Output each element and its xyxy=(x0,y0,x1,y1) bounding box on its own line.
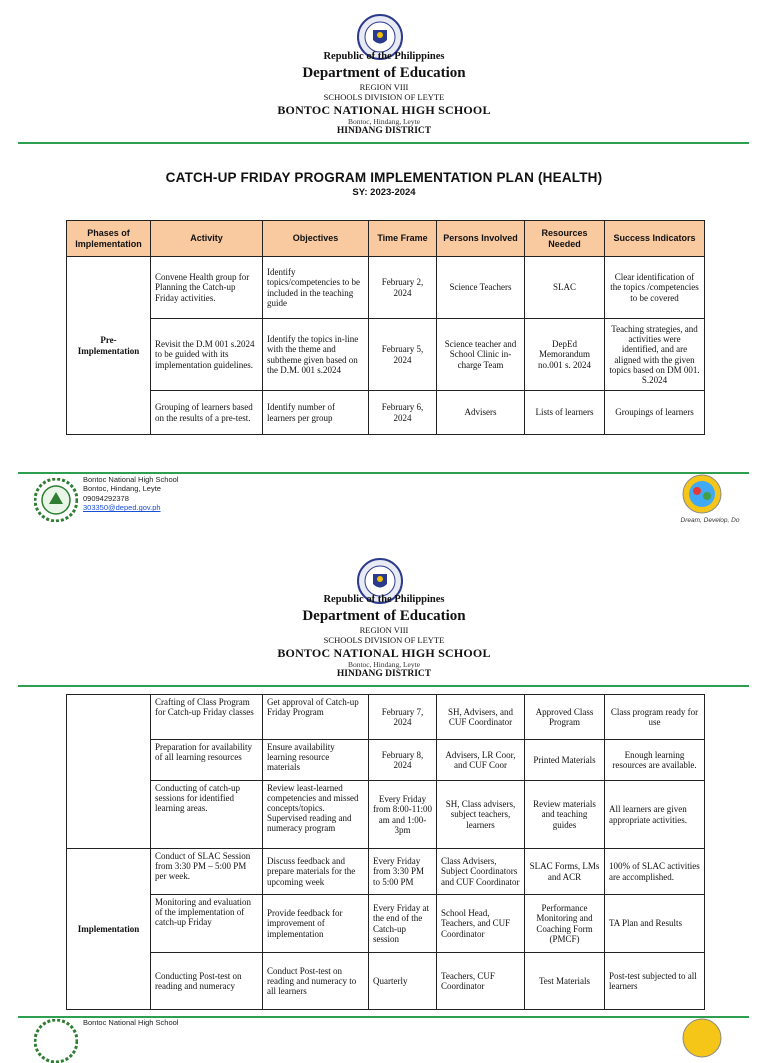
implementation-plan-table-page2 xyxy=(66,694,705,1010)
implementation-plan-table-page1 xyxy=(66,220,705,435)
footer-motto: Dream, Develop, Do xyxy=(680,517,740,524)
republic-label: Republic of the Philippines xyxy=(323,51,445,62)
resources-cell: Performance Monitoring and Coaching Form (PMCF) xyxy=(525,895,605,953)
table-row xyxy=(67,695,705,740)
header-resources: Resources Needed xyxy=(525,221,605,257)
table-row xyxy=(67,895,705,953)
region-label: REGION VIII xyxy=(359,624,409,635)
letterhead xyxy=(0,52,768,137)
resources-cell: Test Materials xyxy=(525,953,605,1010)
resources-cell: Printed Materials xyxy=(525,740,605,781)
department-label: Department of Education xyxy=(302,64,466,81)
header-objectives: Objectives xyxy=(263,221,369,257)
time-cell: February 7, 2024 xyxy=(369,695,437,740)
district-label: HINDANG DISTRICT xyxy=(336,126,432,136)
indicator-cell: Enough learning resources are available. xyxy=(605,740,705,781)
time-cell: February 2, 2024 xyxy=(369,257,437,319)
objective-cell: Identify the topics in-line with the theme and subtheme given based on the D.M. 001 s.2024 xyxy=(263,319,369,391)
republic-label: Republic of the Philippines xyxy=(323,594,445,605)
persons-cell: Class Advisers, Subject Coordinators and CUF Coordinator xyxy=(437,849,525,895)
school-logo-icon xyxy=(34,1019,78,1063)
footer-school: Bontoc National High School xyxy=(83,475,179,484)
district-label: HINDANG DISTRICT xyxy=(336,669,432,679)
activity-cell: Conducting Post-test on reading and numeracy xyxy=(151,953,263,1010)
header-activity: Activity xyxy=(151,221,263,257)
persons-cell: Advisers, LR Coor, and CUF Coor xyxy=(437,740,525,781)
school-year: SY: 2023-2024 xyxy=(352,187,416,198)
activity-cell: Preparation for availability of all learning resources xyxy=(151,740,263,781)
table-row xyxy=(67,257,705,319)
persons-cell: Teachers, CUF Coordinator xyxy=(437,953,525,1010)
header-time-frame: Time Frame xyxy=(369,221,437,257)
resources-cell: Lists of learners xyxy=(525,391,605,435)
footer-school: Bontoc National High School xyxy=(83,1018,179,1027)
school-name: BONTOC NATIONAL HIGH SCHOOL xyxy=(277,645,491,660)
time-cell: Quarterly xyxy=(369,953,437,1010)
time-cell: February 6, 2024 xyxy=(369,391,437,435)
indicator-cell: Class program ready for use xyxy=(605,695,705,740)
time-cell: Every Friday at the end of the Catch-up session xyxy=(369,895,437,953)
persons-cell: Advisers xyxy=(437,391,525,435)
division-label: SCHOOLS DIVISION OF LEYTE xyxy=(323,92,445,102)
resources-cell: SLAC Forms, LMs and ACR xyxy=(525,849,605,895)
phase-cell-empty xyxy=(67,695,151,849)
indicator-cell: Post-test subjected to all learners xyxy=(605,953,705,1010)
time-cell: February 5, 2024 xyxy=(369,319,437,391)
school-address: Bontoc, Hindang, Leyte xyxy=(347,116,421,126)
objective-cell: Conduct Post-test on reading and numeracy to all learners xyxy=(263,953,369,1010)
persons-cell: Science Teachers xyxy=(437,257,525,319)
activity-cell: Revisit the D.M 001 s.2024 to be guided with its implementation guidelines. xyxy=(151,319,263,391)
division-label: SCHOOLS DIVISION OF LEYTE xyxy=(323,635,445,645)
header-divider xyxy=(18,142,749,144)
school-logo-icon xyxy=(34,478,78,522)
indicator-cell: 100% of SLAC activities are accomplished. xyxy=(605,849,705,895)
time-cell: Every Friday from 8:00-11:00 am and 1:00-3pm xyxy=(369,781,437,849)
activity-cell: Crafting of Class Program for Catch-up Friday classes xyxy=(151,695,263,740)
footer-contact-partial xyxy=(83,1018,178,1027)
header-persons: Persons Involved xyxy=(437,221,525,257)
activity-cell: Convene Health group for Planning the Catch-up Friday activities. xyxy=(151,257,263,319)
resources-cell: SLAC xyxy=(525,257,605,319)
table-row xyxy=(67,319,705,391)
school-address: Bontoc, Hindang, Leyte xyxy=(347,659,421,669)
department-label: Department of Education xyxy=(302,607,466,624)
header-phases: Phases of Implementation xyxy=(67,221,151,257)
objective-cell: Review least-learned competencies and missed concepts/topics. Supervised reading and numeracy program xyxy=(263,781,369,849)
table-row xyxy=(67,953,705,1010)
resources-cell: DepEd Memorandum no.001 s. 2024 xyxy=(525,319,605,391)
persons-cell: SH, Class advisers, subject teachers, learners xyxy=(437,781,525,849)
footer-divider xyxy=(18,472,749,474)
persons-cell: School Head, Teachers, and CUF Coordinator xyxy=(437,895,525,953)
objective-cell: Ensure availability learning resource materials xyxy=(263,740,369,781)
header-divider xyxy=(18,685,749,687)
resources-cell: Review materials and teaching guides xyxy=(525,781,605,849)
objective-cell: Get approval of Catch-up Friday Program xyxy=(263,695,369,740)
table-row xyxy=(67,781,705,849)
indicator-cell: Groupings of learners xyxy=(605,391,705,435)
table-row xyxy=(67,391,705,435)
footer-email-link[interactable]: 303350@deped.gov.ph xyxy=(83,503,161,513)
indicator-cell: Clear identification of the topics /competencies to be covered xyxy=(605,257,705,319)
phase-cell: Implementation xyxy=(67,849,151,1010)
objective-cell: Discuss feedback and prepare materials for the upcoming week xyxy=(263,849,369,895)
activity-cell: Grouping of learners based on the results of a pre-test. xyxy=(151,391,263,435)
letterhead xyxy=(0,595,768,680)
header-success: Success Indicators xyxy=(605,221,705,257)
footer-phone: 09094292378 xyxy=(83,493,129,503)
motto-logo-icon xyxy=(682,474,722,514)
phase-cell: Pre-Implementation xyxy=(67,257,151,435)
objective-cell: Identify number of learners per group xyxy=(263,391,369,435)
school-name: BONTOC NATIONAL HIGH SCHOOL xyxy=(277,102,491,117)
objective-cell: Identify topics/competencies to be included in the teaching guide xyxy=(263,257,369,319)
table-header-row xyxy=(67,221,705,257)
resources-cell: Approved Class Program xyxy=(525,695,605,740)
indicator-cell: All learners are given appropriate activities. xyxy=(605,781,705,849)
indicator-cell: Teaching strategies, and activities were identified, and are aligned with the given topics based on DM 001. S.2024 xyxy=(605,319,705,391)
activity-cell: Monitoring and evaluation of the implementation of catch-up Friday xyxy=(151,895,263,953)
motto-logo-icon xyxy=(682,1018,722,1058)
persons-cell: SH, Advisers, and CUF Coordinator xyxy=(437,695,525,740)
persons-cell: Science teacher and School Clinic in-charge Team xyxy=(437,319,525,391)
indicator-cell: TA Plan and Results xyxy=(605,895,705,953)
document-title: CATCH-UP FRIDAY PROGRAM IMPLEMENTATION PLAN (HEALTH) xyxy=(165,170,603,185)
footer-address: Bontoc, Hindang, Leyte xyxy=(83,484,161,494)
region-label: REGION VIII xyxy=(359,81,409,92)
time-cell: Every Friday from 3:30 PM to 5:00 PM xyxy=(369,849,437,895)
objective-cell: Provide feedback for improvement of implementation xyxy=(263,895,369,953)
activity-cell: Conducting of catch-up sessions for identified learning areas. xyxy=(151,781,263,849)
activity-cell: Conduct of SLAC Session from 3:30 PM – 5:00 PM per week. xyxy=(151,849,263,895)
table-row xyxy=(67,740,705,781)
table-row xyxy=(67,849,705,895)
time-cell: February 8, 2024 xyxy=(369,740,437,781)
footer-contact xyxy=(83,475,178,513)
